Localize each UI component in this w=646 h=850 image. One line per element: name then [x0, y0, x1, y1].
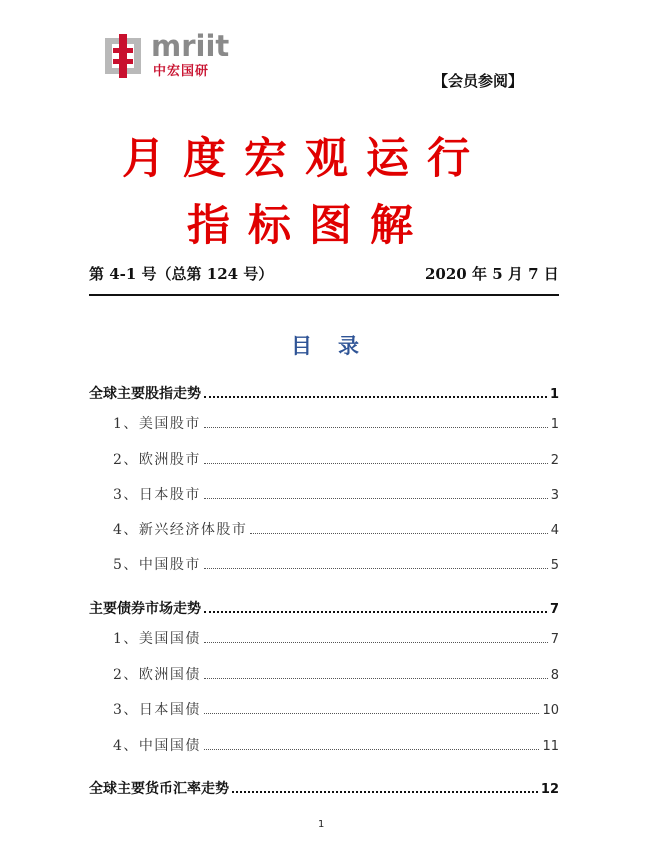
- member-reference-tag: 【会员参阅】: [433, 72, 524, 90]
- toc-subsection-entry[interactable]: [89, 697, 559, 717]
- toc-entry-page: 7: [549, 602, 559, 617]
- toc-dot-leader: [204, 611, 547, 613]
- toc-subsection-entry[interactable]: [89, 662, 559, 682]
- toc-dot-leader: [204, 749, 540, 750]
- toc-subsection-entry[interactable]: [89, 626, 559, 646]
- toc-entry-page: 11: [542, 739, 559, 754]
- toc-entry-page: 2: [550, 453, 559, 468]
- toc-entry-label: 4、新兴经济体股市: [113, 522, 248, 538]
- mriit-logo-icon: [103, 34, 143, 78]
- toc-entry-label: 主要债券市场走势: [89, 601, 201, 617]
- toc-entry-page: 8: [550, 668, 559, 683]
- logo-chinese-name: 中宏国研: [153, 64, 210, 79]
- toc-entry-label: 1、美国股市: [113, 416, 201, 432]
- toc-subsection-entry[interactable]: [89, 482, 559, 502]
- toc-subsection-entry[interactable]: [89, 733, 559, 753]
- toc-dot-leader: [232, 791, 538, 793]
- toc-entry-page: 3: [550, 488, 559, 503]
- toc-entry-page: 1: [549, 387, 559, 402]
- toc-section-entry[interactable]: [89, 381, 559, 401]
- toc-section-entry[interactable]: [89, 776, 559, 796]
- toc-entry-label: 5、中国股市: [113, 557, 201, 573]
- toc-entry-label: 4、中国国债: [113, 738, 201, 754]
- toc-entry-page: 1: [550, 417, 559, 432]
- toc-entry-label: 全球主要股指走势: [89, 386, 201, 402]
- toc-dot-leader: [204, 713, 540, 714]
- toc-entry-label: 2、欧洲股市: [113, 452, 201, 468]
- toc-heading: 目录: [291, 334, 385, 358]
- report-title-line-1: 月度宏观运行: [122, 134, 488, 184]
- toc-dot-leader: [250, 533, 547, 534]
- toc-entry-page: 5: [550, 558, 559, 573]
- toc-subsection-entry[interactable]: [89, 411, 559, 431]
- toc-subsection-entry[interactable]: [89, 517, 559, 537]
- toc-entry-label: 1、美国国债: [113, 631, 201, 647]
- logo-wordmark: mriit: [151, 29, 230, 63]
- toc-subsection-entry[interactable]: [89, 447, 559, 467]
- toc-entry-page: 7: [550, 632, 559, 647]
- toc-entry-page: 12: [540, 782, 559, 797]
- mriit-logo: [103, 29, 233, 84]
- toc-entry-page: 4: [550, 523, 559, 538]
- toc-dot-leader: [204, 568, 548, 569]
- toc-dot-leader: [204, 463, 548, 464]
- toc-entry-label: 3、日本国债: [113, 702, 201, 718]
- header-divider: [89, 294, 559, 296]
- toc-dot-leader: [204, 498, 548, 499]
- page-number: 1: [318, 819, 325, 830]
- issue-number: 第 4-1 号（总第 124 号）: [89, 265, 274, 283]
- toc-entry-label: 2、欧洲国债: [113, 667, 201, 683]
- toc-section-entry[interactable]: [89, 596, 559, 616]
- toc-dot-leader: [204, 396, 547, 398]
- toc-dot-leader: [204, 678, 548, 679]
- report-title-line-2: 指标图解: [187, 201, 431, 251]
- toc-dot-leader: [204, 642, 548, 643]
- toc-entry-label: 3、日本股市: [113, 487, 201, 503]
- toc-subsection-entry[interactable]: [89, 552, 559, 572]
- toc-entry-label: 全球主要货币汇率走势: [89, 781, 229, 797]
- issue-date: 2020 年 5 月 7 日: [425, 265, 559, 283]
- toc-entry-page: 10: [542, 703, 559, 718]
- toc-dot-leader: [204, 427, 548, 428]
